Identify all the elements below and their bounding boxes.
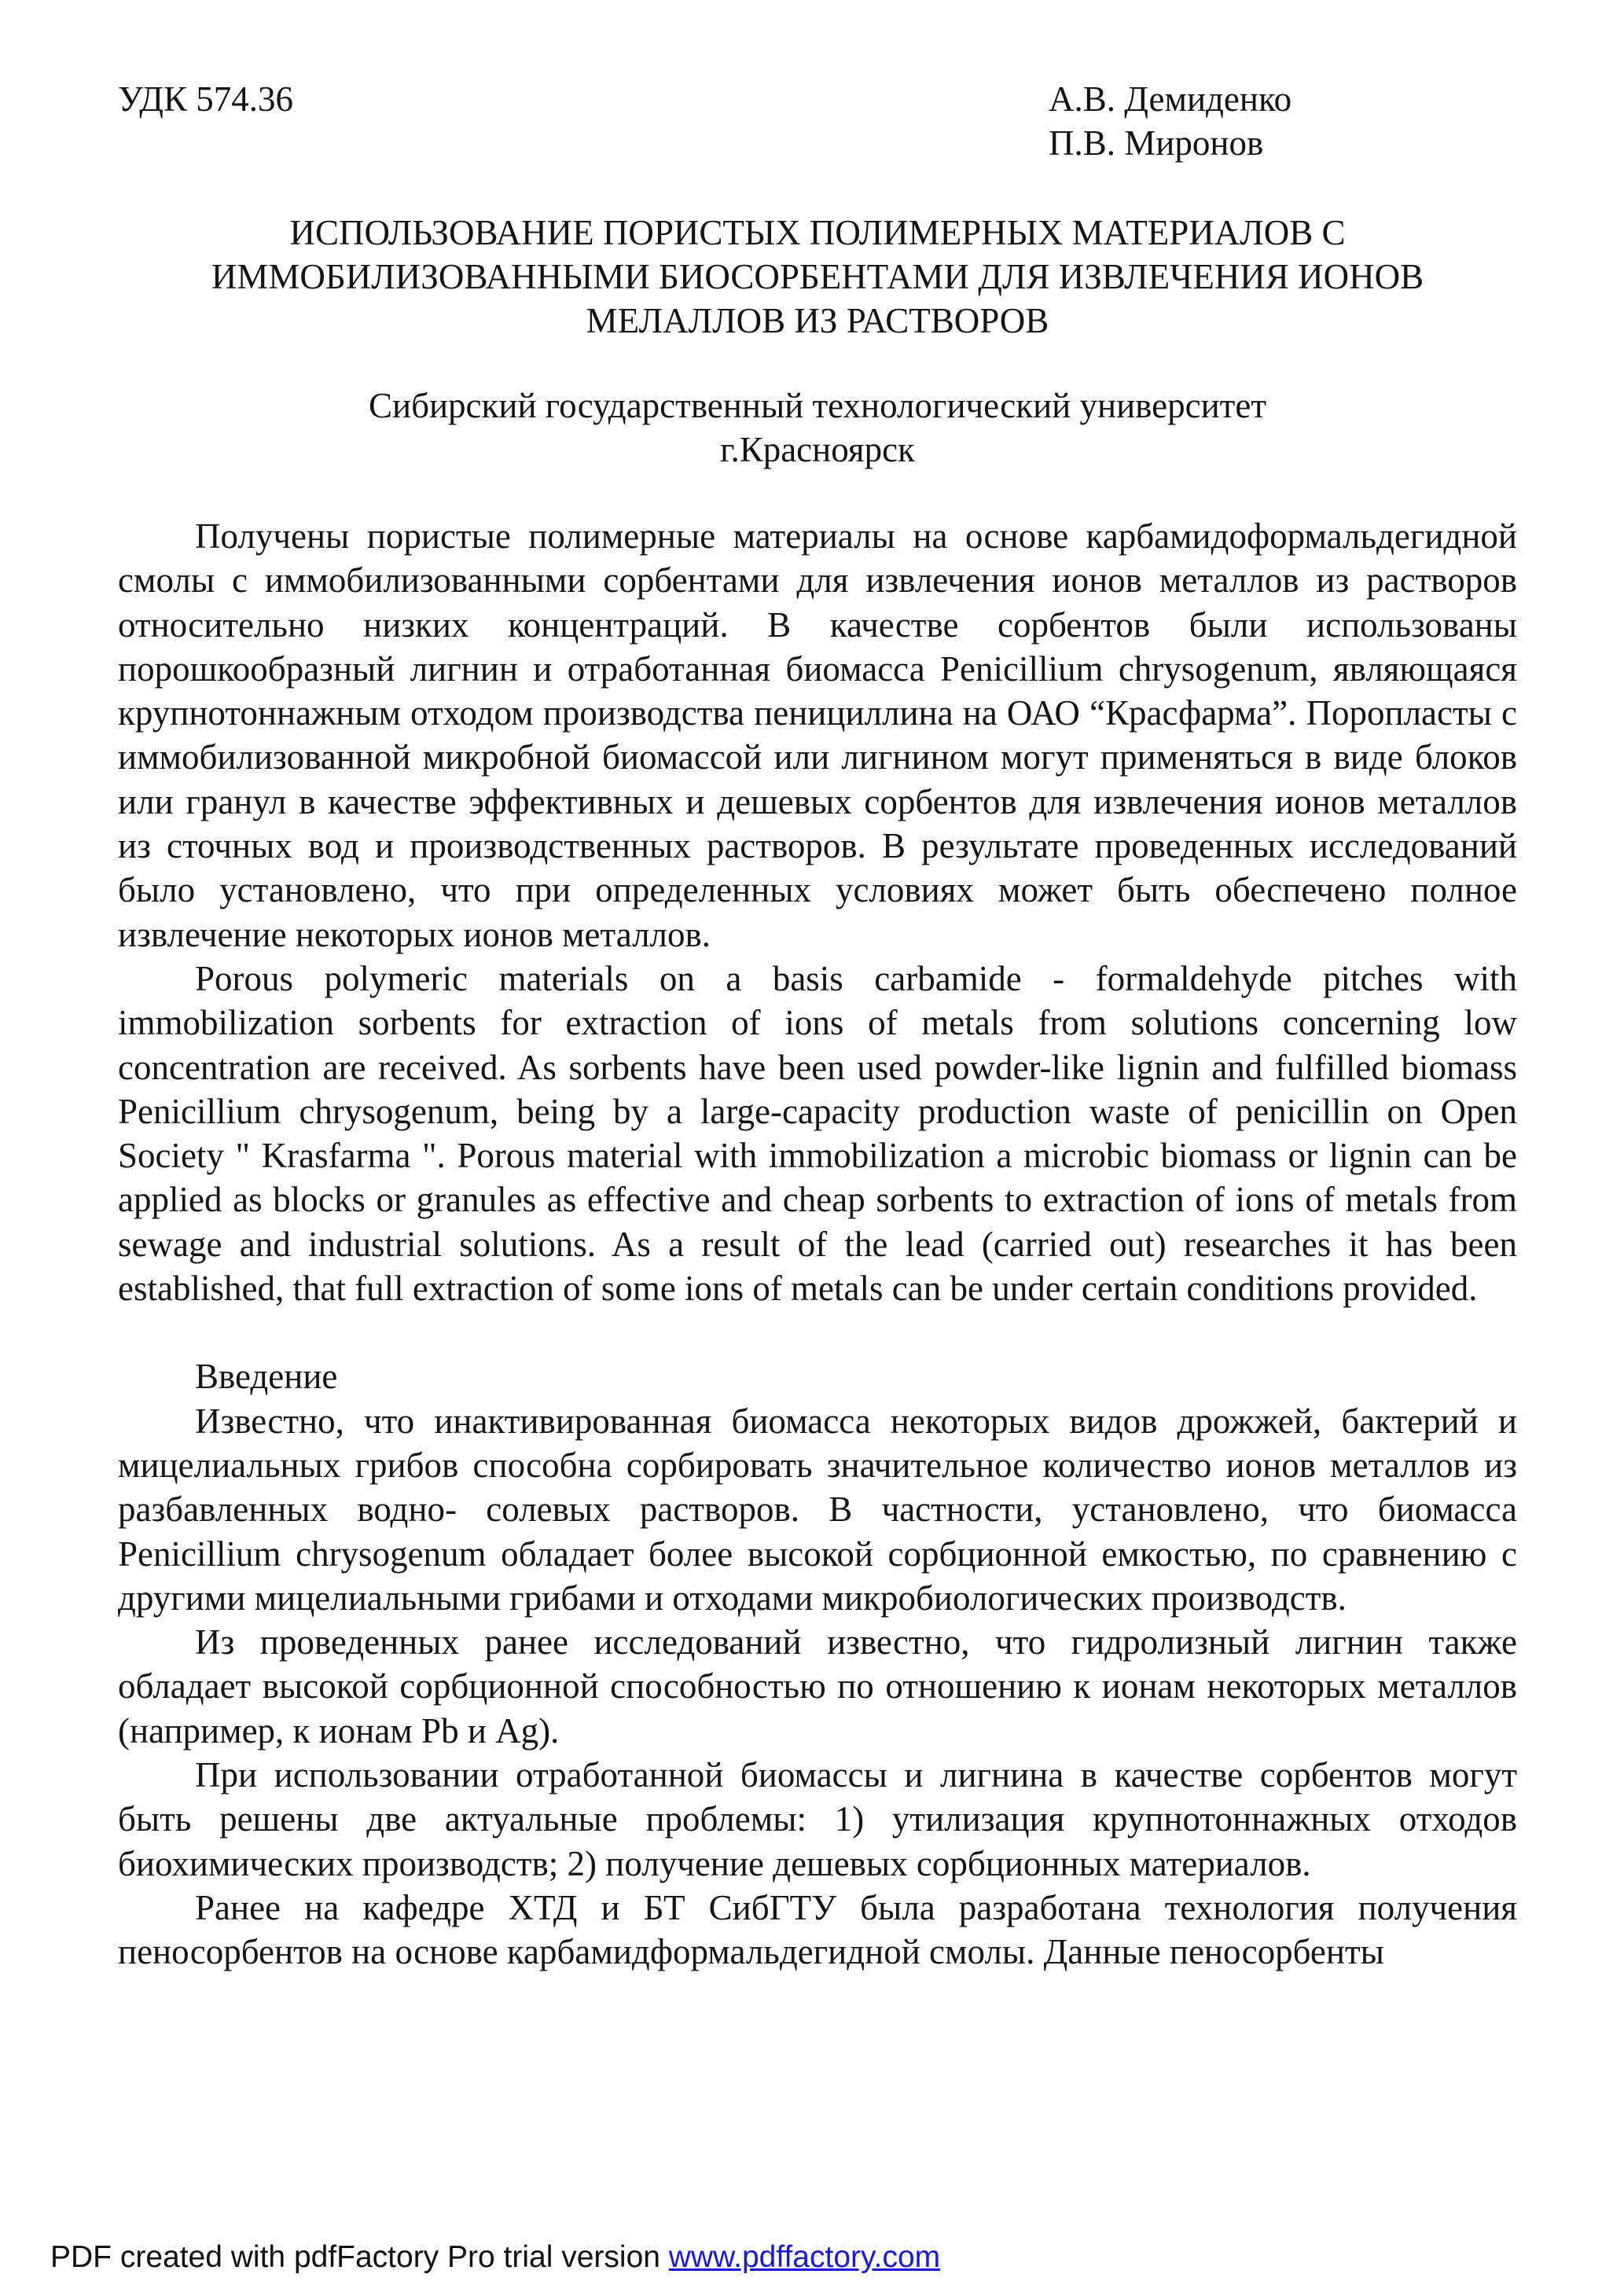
- pdf-footer: [50, 2239, 940, 2276]
- title-line: МЕЛАЛЛОВ ИЗ РАСТВОРОВ: [586, 301, 1049, 340]
- footer-text: PDF created with pdfFactory Pro trial version: [50, 2240, 669, 2274]
- body-paragraph: При использовании отработанной биомассы и лигнина в качестве сорбентов могут быть решены две актуальные проблемы: 1) утилизация крупнотоннажных отходов биохимических производств; 2) получение дешевых сорбционных материалов.: [118, 1755, 1517, 1883]
- body-paragraph: Из проведенных ранее исследований известно, что гидролизный лигнин также обладает высокой сорбционной способностью по отношению к ионам некоторых металлов (например, к ионам Pb и Ag).: [118, 1622, 1517, 1750]
- author-name: А.В. Демиденко: [1049, 79, 1292, 119]
- body-paragraph: Известно, что инактивированная биомасса некоторых видов дрожжей, бактерий и мицелиальных грибов способна сорбировать значительное количество ионов металлов из разбавленных водно- солевых растворов. В частности, установлено, что биомасса Penicillium chrysogenum обладает более высокой сорбционной емкостью, по сравнению с другими мицелиальными грибами и отходами микробиологических производств.: [118, 1401, 1517, 1618]
- paper-body: [118, 514, 1517, 1975]
- university-name: Сибирский государственный технологический университет: [368, 386, 1266, 425]
- pdffactory-link[interactable]: www.pdffactory.com: [668, 2240, 941, 2274]
- author-list: [1049, 77, 1291, 165]
- udk-code: УДК 574.36: [118, 79, 294, 119]
- section-heading-introduction: Введение: [195, 1357, 338, 1397]
- abstract-russian: Получены пористые полимерные материалы на основе карбамидоформальдегидной смолы с иммобилизованными сорбентами для извлечения ионов металлов из растворов относительно низких концентраций. В качестве сорбентов были использованы порошкообразный лигнин и отработанная биомасса Penicillium chrysogenum, являющаяся крупнотоннажным отходом производства пенициллина на ОАО “Красфарма”. Поропласты с иммобилизованной микробной биомассой или лигнином могут применяться в виде блоков или гранул в качестве эффективных и дешевых сорбентов для извлечения ионов металлов из сточных вод и производственных растворов. В результате проведенных исследований было установлено, что при определенных условиях может быть обеспечено полное извлечение некоторых ионов металлов.: [118, 516, 1517, 954]
- city-name: г.Красноярск: [720, 430, 915, 469]
- affiliation: [118, 384, 1517, 472]
- author-name: П.В. Миронов: [1049, 123, 1264, 163]
- paper-title: [118, 211, 1517, 343]
- abstract-english: Porous polymeric materials on a basis carbamide - formaldehyde pitches with immobilization sorbents for extraction of ions of metals from solutions concerning low concentration are received. As sorbents have been used powder-like lignin and fulfilled biomass Penicillium chrysogenum, being by a large-capacity production waste of penicillin on Open Society " Krasfarma ". Porous material with immobilization a microbic biomass or lignin can be applied as blocks or granules as effective and cheap sorbents to extraction of ions of metals from sewage and industrial solutions. As a result of the lead (carried out) researches it has been established, that full extraction of some ions of metals can be under certain conditions provided.: [118, 958, 1517, 1309]
- body-paragraph: Ранее на кафедре ХТД и БТ СибГТУ была разработана технология получения пеносорбентов на основе карбамидформальдегидной смолы. Данные пеносорбенты: [118, 1887, 1517, 1972]
- title-line: ИММОБИЛИЗОВАННЫМИ БИОСОРБЕНТАМИ ДЛЯ ИЗВЛЕЧЕНИЯ ИОНОВ: [211, 257, 1424, 296]
- title-line: ИСПОЛЬЗОВАНИЕ ПОРИСТЫХ ПОЛИМЕРНЫХ МАТЕРИАЛОВ С: [289, 213, 1346, 252]
